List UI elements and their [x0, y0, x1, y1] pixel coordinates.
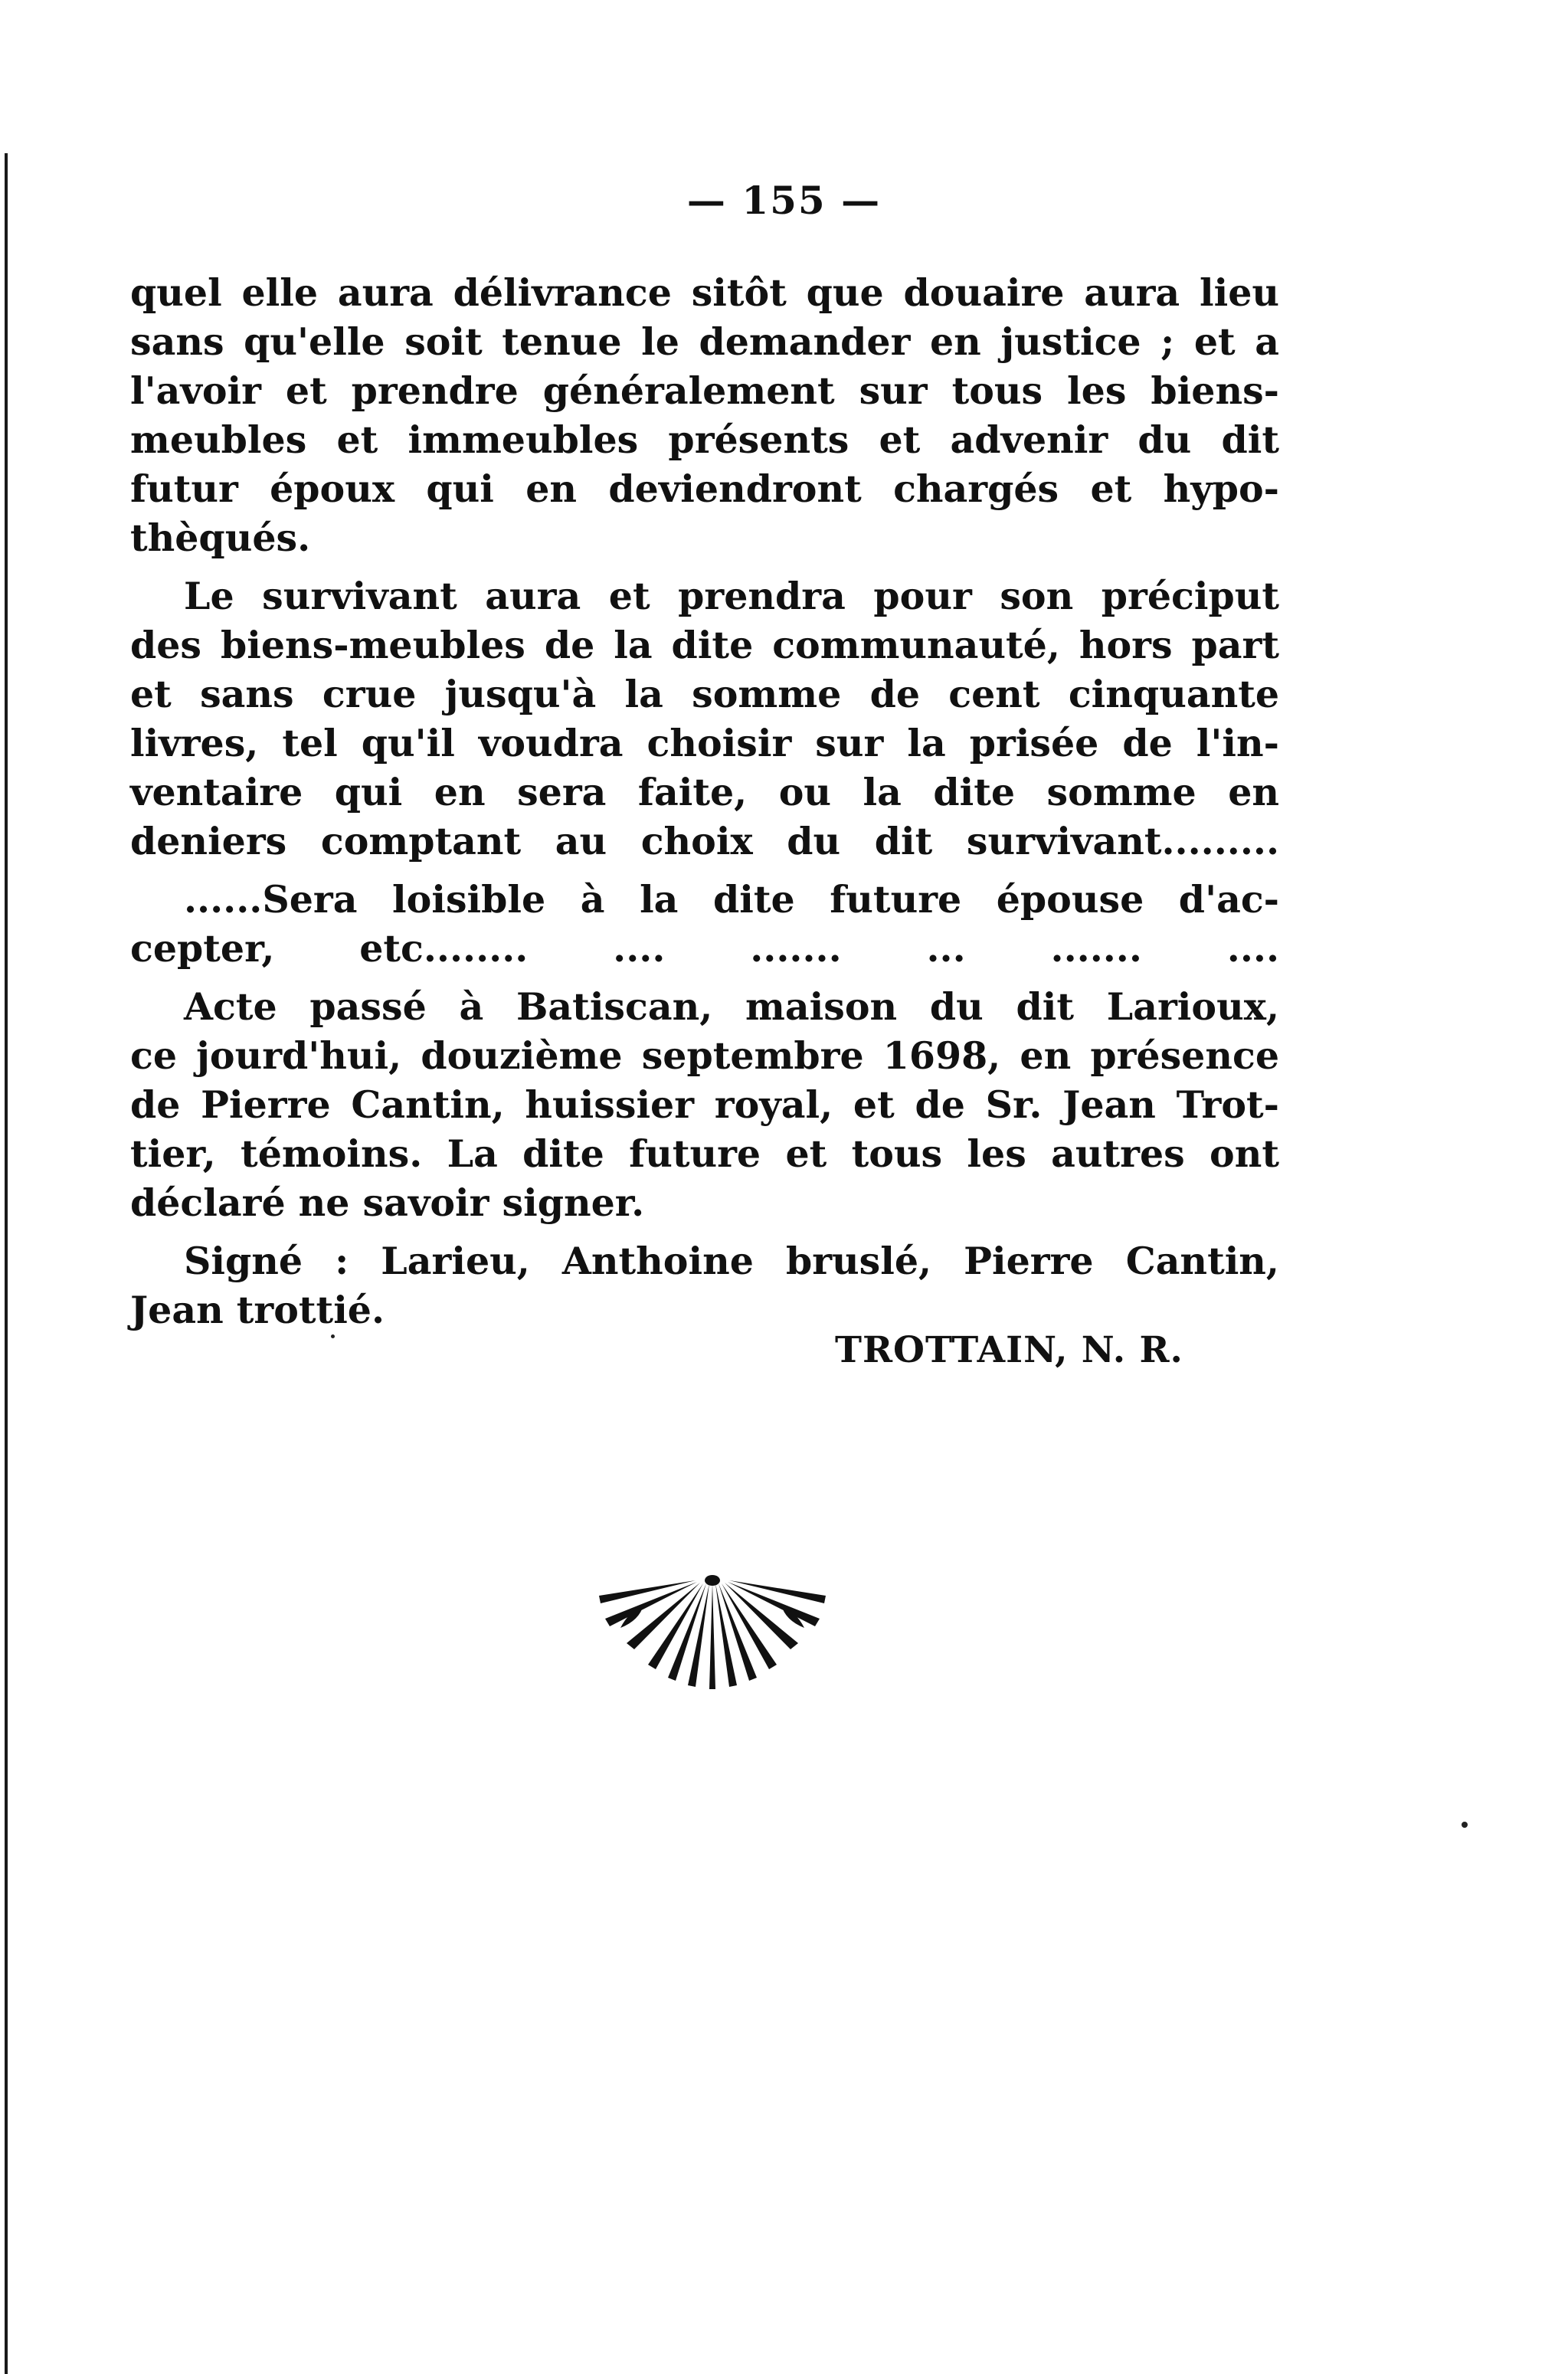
text-line: quel elle aura délivrance sitôt que douaire aura lieu: [130, 270, 1279, 315]
text-line: thèqués.: [130, 516, 311, 560]
text-line: ventaire qui en sera faite, ou la dite somme en: [130, 770, 1279, 814]
text-line: Le survivant aura et prendra pour son préciput: [184, 574, 1279, 618]
text-line: des biens-meubles de la dite communauté, hors part: [130, 623, 1279, 667]
paragraph-1: [130, 268, 1279, 562]
text-line: ......Sera loisible à la dite future épouse d'ac-: [184, 877, 1279, 922]
text-line: Acte passé à Batiscan, maison du dit Larioux,: [184, 984, 1279, 1029]
text-line: futur époux qui en deviendront chargés et hypo-: [130, 467, 1279, 511]
body-text: [130, 268, 1279, 1344]
paragraph-5: [130, 1236, 1279, 1334]
text-line: livres, tel qu'il voudra choisir sur la prisée de l'in-: [130, 721, 1279, 765]
paragraph-4: [130, 982, 1279, 1227]
text-line: meubles et immeubles présents et advenir du dit: [130, 417, 1279, 462]
paragraph-3: [130, 875, 1279, 973]
text-line: de Pierre Cantin, huissier royal, et de Sr. Jean Trot-: [130, 1082, 1279, 1127]
paper-speck: [331, 1334, 335, 1338]
text-line: tier, témoins. La dite future et tous les autres ont: [130, 1131, 1279, 1176]
text-line: Signé : Larieu, Anthoine bruslé, Pierre Cantin,: [184, 1239, 1279, 1283]
text-line: et sans crue jusqu'à la somme de cent cinquante: [130, 672, 1279, 716]
text-line: Jean trottié.: [130, 1288, 385, 1332]
notary-signature: TROTTAIN, N. R.: [835, 1329, 1183, 1371]
text-line: déclaré ne savoir signer.: [130, 1180, 645, 1225]
page-number: — 155 —: [686, 178, 882, 223]
fleuron-ornament-icon: [597, 1574, 827, 1697]
text-line: deniers comptant au choix du dit survivant.........: [130, 819, 1279, 863]
paragraph-2: [130, 571, 1279, 866]
text-line: sans qu'elle soit tenue le demander en justice ; et a: [130, 319, 1279, 364]
text-line: cepter, etc........ .... ....... ... ....... ....: [130, 926, 1279, 971]
text-line: ce jourd'hui, douzième septembre 1698, en présence: [130, 1033, 1279, 1078]
scan-edge-line: [5, 153, 8, 2374]
paper-speck: [1462, 1822, 1468, 1828]
text-line: l'avoir et prendre généralement sur tous les biens-: [130, 368, 1279, 413]
